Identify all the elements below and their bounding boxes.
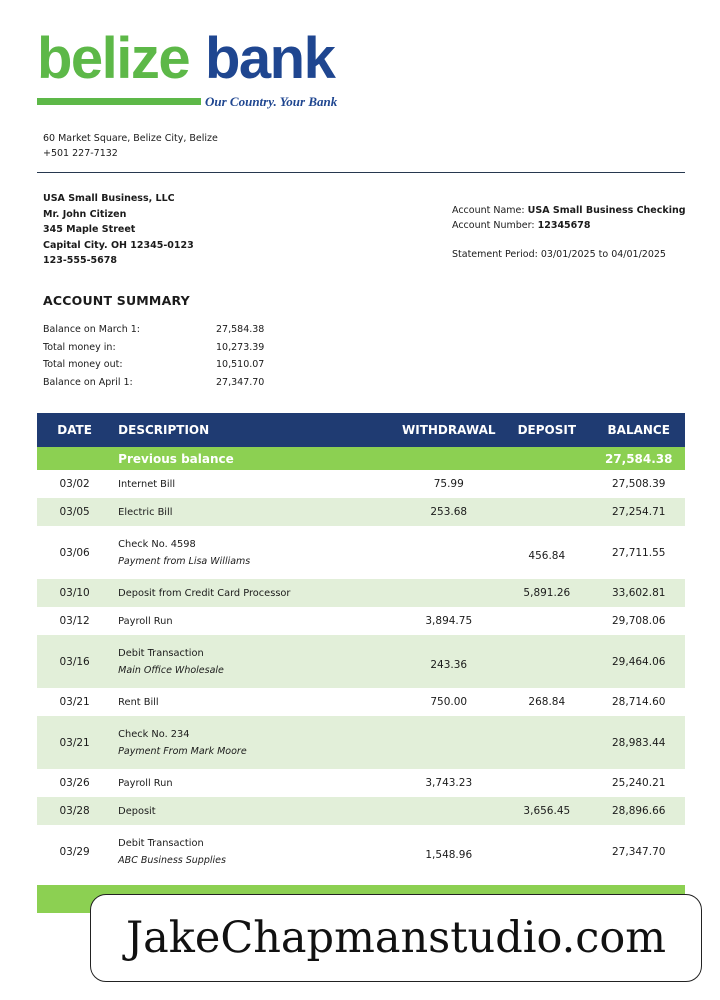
row-withdrawal: 750.00 — [430, 696, 468, 708]
account-number: 12345678 — [537, 220, 591, 231]
account-name-line — [452, 203, 686, 218]
row-deposit: 456.84 — [528, 550, 566, 562]
bank-address-block — [43, 131, 218, 161]
row-deposit — [501, 769, 592, 797]
header-balance: BALANCE — [592, 413, 685, 447]
row-description-detail: Main Office Wholesale — [118, 664, 224, 676]
logo-word-bank: bank — [205, 26, 335, 91]
previous-balance-row — [37, 447, 685, 470]
row-deposit: 268.84 — [528, 696, 566, 708]
row-description: Payroll Run — [118, 615, 173, 627]
row-description-cell — [112, 635, 396, 688]
row-deposit — [501, 825, 592, 878]
row-description: Debit Transaction — [118, 647, 204, 659]
row-description-detail: ABC Business Supplies — [118, 854, 226, 866]
row-deposit — [501, 716, 592, 769]
row-balance: 29,464.06 — [592, 635, 685, 688]
customer-address-block — [43, 191, 194, 269]
account-number-line — [452, 218, 686, 233]
account-name: USA Small Business Checking — [527, 205, 686, 216]
account-summary — [43, 321, 264, 391]
table-row — [37, 688, 685, 716]
row-balance: 28,983.44 — [592, 716, 685, 769]
statement-period-label: Statement Period: — [452, 249, 538, 260]
table-row — [37, 579, 685, 607]
row-deposit — [501, 635, 592, 688]
row-withdrawal — [396, 579, 501, 607]
statement-period-line — [452, 249, 666, 260]
summary-value: 27,584.38 — [216, 324, 265, 336]
row-description: Rent Bill — [118, 696, 159, 708]
row-date: 03/21 — [59, 696, 90, 708]
row-withdrawal: 3,743.23 — [425, 777, 473, 789]
row-description-detail: Payment from Lisa Williams — [118, 555, 251, 567]
summary-value: 10,273.39 — [216, 341, 265, 353]
row-date: 03/16 — [37, 635, 112, 688]
customer-street: 345 Maple Street — [43, 224, 136, 236]
row-date: 03/05 — [37, 498, 112, 526]
table-row — [37, 526, 685, 579]
row-date: 03/29 — [59, 845, 90, 858]
summary-value: 27,347.70 — [216, 377, 265, 389]
row-date: 03/26 — [59, 777, 90, 789]
summary-row — [43, 374, 264, 392]
header-withdrawal: WITHDRAWAL — [396, 413, 501, 447]
row-balance: 28,714.60 — [612, 696, 666, 708]
customer-city: Capital City. OH 12345-0123 — [43, 239, 194, 251]
row-balance: 25,240.21 — [612, 777, 666, 789]
account-number-label: Account Number: — [452, 220, 535, 231]
row-description-cell — [112, 526, 396, 579]
row-balance: 27,508.39 — [612, 478, 666, 490]
table-header-row — [37, 413, 685, 447]
row-date: 03/21 — [37, 716, 112, 769]
table-row — [37, 716, 685, 769]
account-name-label: Account Name: — [452, 205, 525, 216]
row-deposit — [501, 607, 592, 635]
row-description: Payroll Run — [118, 777, 173, 789]
statement-period: 03/01/2025 to 04/01/2025 — [540, 249, 666, 260]
row-description: Check No. 234 — [118, 728, 190, 740]
row-description-cell — [112, 825, 396, 878]
row-description: Internet Bill — [118, 478, 176, 490]
header-description: DESCRIPTION — [112, 413, 396, 447]
row-withdrawal: 253.68 — [396, 498, 501, 526]
row-balance: 29,708.06 — [612, 615, 666, 627]
row-balance: 28,896.66 — [592, 797, 685, 825]
row-description-cell — [112, 716, 396, 769]
customer-company: USA Small Business, LLC — [43, 193, 175, 204]
header-divider — [37, 172, 685, 173]
summary-row — [43, 339, 264, 357]
bank-phone: +501 227-7132 — [43, 148, 118, 159]
row-withdrawal — [396, 526, 501, 579]
row-description-detail: Payment From Mark Moore — [118, 745, 247, 757]
row-date: 03/10 — [37, 579, 112, 607]
account-info — [452, 203, 686, 233]
summary-label: Balance on April 1: — [43, 377, 133, 389]
summary-row — [43, 356, 264, 374]
summary-row — [43, 321, 264, 339]
previous-balance-label: Previous balance — [112, 447, 396, 470]
transactions-table — [37, 413, 685, 913]
table-row — [37, 470, 685, 498]
row-description: Check No. 4598 — [118, 538, 196, 550]
table-row — [37, 769, 685, 797]
row-withdrawal — [396, 797, 501, 825]
row-withdrawal: 243.36 — [396, 635, 501, 688]
row-deposit: 5,891.26 — [501, 579, 592, 607]
customer-phone: 123-555-5678 — [43, 255, 117, 267]
previous-balance-value: 27,584.38 — [592, 447, 685, 470]
row-date: 03/06 — [59, 546, 90, 559]
summary-value: 10,510.07 — [216, 359, 265, 371]
row-withdrawal: 75.99 — [433, 478, 464, 490]
summary-label: Total money out: — [43, 359, 123, 371]
row-description: Deposit — [112, 797, 396, 825]
row-date: 03/12 — [59, 615, 90, 627]
summary-label: Total money in: — [43, 341, 116, 353]
header-date: DATE — [37, 413, 112, 447]
row-deposit — [501, 470, 592, 498]
watermark: JakeChapmanstudio.com — [90, 894, 702, 982]
row-withdrawal: 1,548.96 — [425, 849, 473, 861]
logo-word-belize: belize — [37, 26, 190, 91]
row-date: 03/02 — [59, 478, 90, 490]
row-withdrawal — [396, 716, 501, 769]
bank-logo — [37, 26, 357, 112]
account-summary-title: ACCOUNT SUMMARY — [43, 293, 190, 308]
row-deposit — [501, 498, 592, 526]
row-description: Debit Transaction — [118, 837, 204, 849]
row-balance: 27,254.71 — [592, 498, 685, 526]
logo-underline — [37, 98, 201, 105]
table-row — [37, 607, 685, 635]
customer-contact: Mr. John Citizen — [43, 208, 127, 220]
table-row — [37, 797, 685, 825]
row-description: Electric Bill — [112, 498, 396, 526]
header-deposit: DEPOSIT — [501, 413, 592, 447]
bank-address: 60 Market Square, Belize City, Belize — [43, 133, 218, 144]
summary-label: Balance on March 1: — [43, 324, 140, 336]
row-balance: 27,347.70 — [612, 845, 666, 858]
table-row — [37, 825, 685, 878]
row-deposit: 3,656.45 — [501, 797, 592, 825]
row-date: 03/28 — [37, 797, 112, 825]
table-spacer-row — [37, 878, 685, 885]
row-balance: 33,602.81 — [592, 579, 685, 607]
table-row — [37, 635, 685, 688]
row-description: Deposit from Credit Card Processor — [112, 579, 396, 607]
logo-tagline: Our Country. Your Bank — [205, 94, 338, 109]
table-row — [37, 498, 685, 526]
row-balance: 27,711.55 — [612, 546, 666, 559]
row-withdrawal: 3,894.75 — [425, 615, 473, 627]
